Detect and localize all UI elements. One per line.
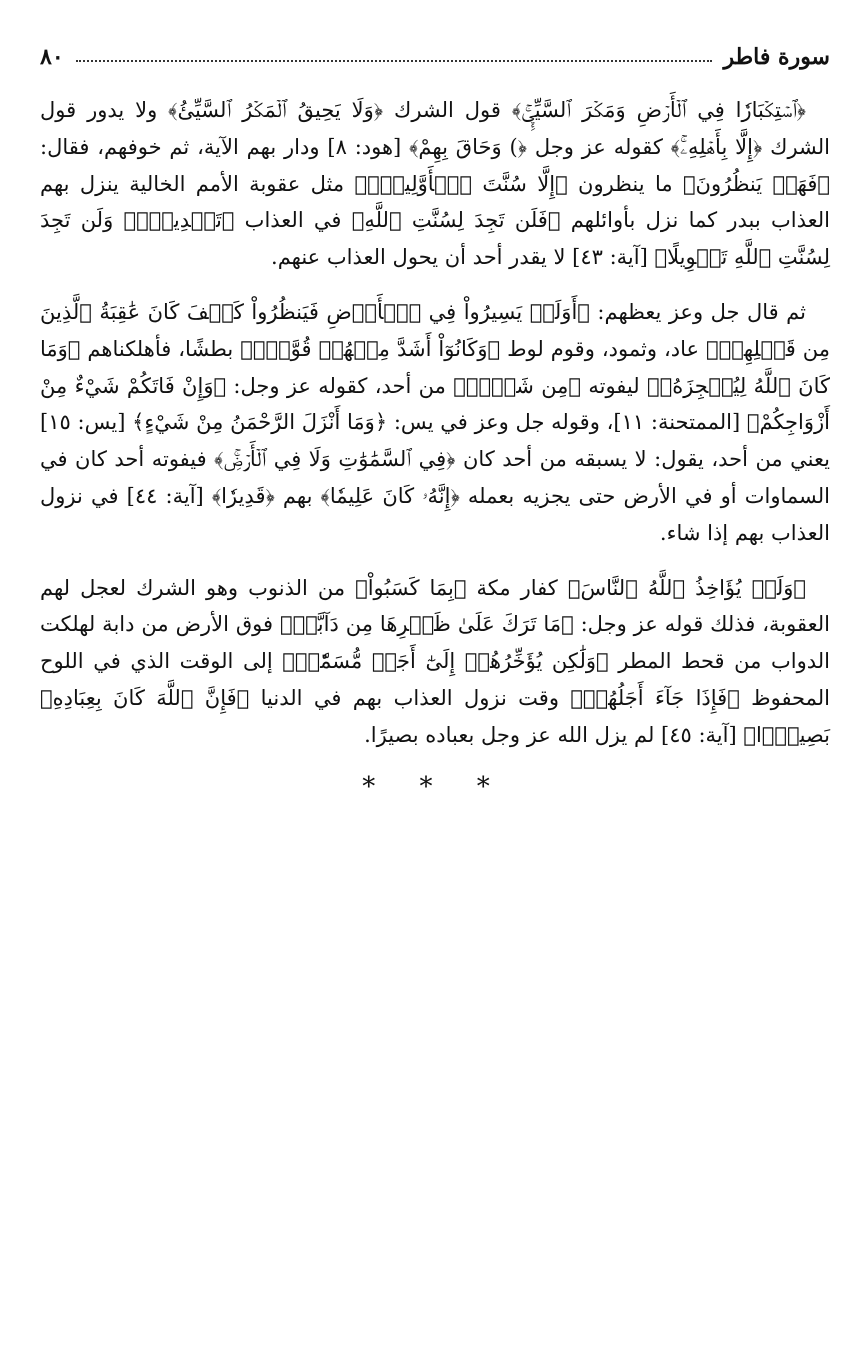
header-dotted-leader	[76, 60, 712, 62]
page-number: ٨٠	[40, 44, 64, 70]
paragraph: ﴿ٱسۡتِكۡبَارٗا فِي ٱلۡأَرۡضِ وَمَكۡرَ ٱلسَّيِّيِٕۚ﴾ قول الشرك ﴿وَلَا يَحِيقُ ٱلۡمَكۡرُ ٱلسَّيِّئُ﴾ ولا يدور قول الشرك ﴿إِلَّا بِأَهۡلِهِۦۚ﴾ كقوله عز وجل ﴿) وَحَاقَ بِهِمْ﴾ [هود: ٨] ودار بهم الآية، ثم خوفهم، فقال: ﴿فَهَلۡ يَنظُرُونَ﴾ ما ينظرون ﴿إِلَّا سُنَّتَ ٱلۡأَوَّلِينَۚ﴾ مثل عقوبة الأمم الخالية ينزل بهم العذاب ببدر كما نزل بأوائلهم ﴿فَلَن تَجِدَ لِسُنَّتِ ٱللَّهِ﴾ في العذاب ﴿تَبۡدِيلٗاۖ وَلَن تَجِدَ لِسُنَّتِ ٱللَّهِ تَحۡوِيلًا﴾ [آية: ٤٣] لا يقدر أحد أن يحول العذاب عنهم.	[40, 98, 831, 270]
section-separator: * * *	[362, 771, 508, 802]
paragraph: ﴿وَلَوۡ يُؤَاخِذُ ٱللَّهُ ٱلنَّاسَ﴾ كفار مكة ﴿بِمَا كَسَبُواْ﴾ من الذنوب وهو الشرك لعجل لهم العقوبة، فذلك قوله عز وجل: ﴿مَا تَرَكَ عَلَىٰ ظَهۡرِهَا مِن دَآبَّةٖ﴾ فوق الأرض من دابة لهلكت الدواب من قحط المطر ﴿وَلَٰكِن يُؤَخِّرُهُمۡ إِلَىٰٓ أَجَلٖ مُّسَمّٗىۖ﴾ إلى الوقت الذي في اللوح المحفوظ ﴿فَإِذَا جَآءَ أَجَلُهُمۡ﴾ وقت نزول العذاب بهم في الدنيا ﴿فَإِنَّ ٱللَّهَ كَانَ بِعِبَادِهِۦ بَصِيرَۢا﴾ [آية: ٤٥] لم يزل الله عز وجل بعباده بصيرًا.	[40, 575, 830, 747]
surah-title: سورة فاطر	[723, 44, 830, 70]
paragraph: ثم قال جل وعز يعظهم: ﴿أَوَلَمۡ يَسِيرُواْ فِي ٱلۡأَرۡضِ فَيَنظُرُواْ كَيۡفَ كَانَ عَٰقِبَةُ ٱلَّذِينَ مِن قَبۡلِهِمۡ﴾ عاد، وثمود، وقوم لوط ﴿وَكَانُوٓاْ أَشَدَّ مِنۡهُمۡ قُوَّةٗۚ﴾ بطشًا، فأهلكناهم ﴿وَمَا كَانَ ٱللَّهُ لِيُعۡجِزَهُۥ﴾ ليفوته ﴿مِن شَيۡءٖ﴾ من أحد، كقوله عز وجل: ﴿وَإِنْ فَاتَكُمْ شَيْءٌ مِنْ أَزْوَاجِكُمْ﴾ [الممتحنة: ١١]، وقوله جل وعز في يس: ﴿وَمَا أَنْزَلَ الرَّحْمَنُ مِنْ شَيْءٍ﴾ [يس: ١٥] يعني من أحد، يقول: لا يسبقه من أحد كان ﴿فِي ٱلسَّمَٰوَٰتِ وَلَا فِي ٱلۡأَرۡضِۚ﴾ فيفوته أحد كان في السماوات أو في الأرض حتى يجزيه بعمله ﴿إِنَّهُۥ كَانَ عَلِيمٗا﴾ بهم ﴿قَدِيرٗا﴾ [آية: ٤٤] في نزول العذاب بهم إذا شاء.	[40, 299, 830, 545]
book-page	[40, 30, 830, 802]
page-body	[40, 92, 830, 754]
page-header	[40, 30, 830, 70]
